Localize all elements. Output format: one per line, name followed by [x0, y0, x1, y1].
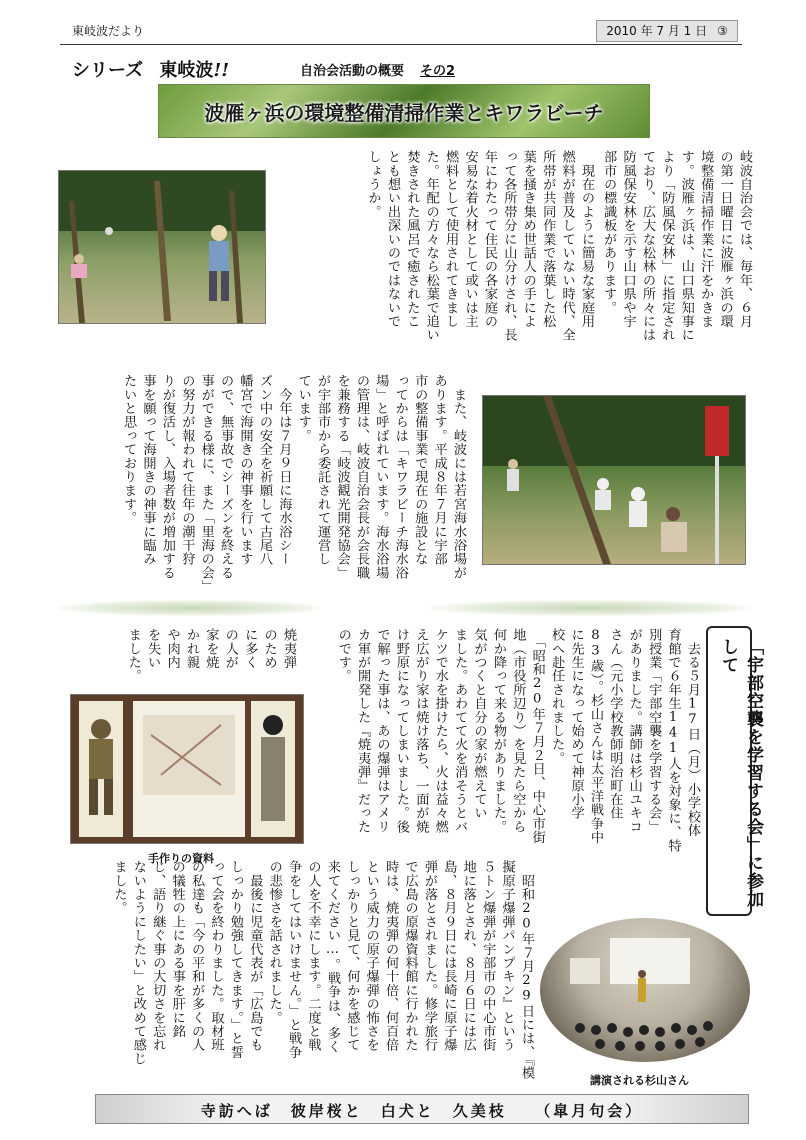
lecture-illustration	[540, 918, 750, 1062]
article1-col3: また、岐波には若宮海水浴場が あります。平成８年７月に宇部 市の整備事業で現在の施設とな ってからは「キワラビーチ海水浴 場」と呼ばれています。海水浴場 の管理は、岐波自治会長が会長職 を兼務する「岐波観光開発協会」 が宇部市から委託されて運営し ています。 今年は７月９日に海水浴シー ズン中の安全を祈願して古尾八 幡宮で海開きの神事を行います ので、無事故でシーズンを終える 事ができる様に、また「里海の会」 の努力が報われて往年の潮干狩 りが復活し、入場者数が増加する 事を願って海開きの神事に臨み たいと思っております。	[121, 374, 466, 594]
caption-lecturer: 講演される杉山さん	[590, 1074, 689, 1087]
series-label: シリーズ	[72, 60, 144, 81]
article2-block3: 昭和20年７月29日には、『模 擬原子爆弾パンプキン』という ５トン爆弾が宇部市の中心市街 地に落とされ、８月６日には広 島、８月９日には長崎に原子爆 弾が落とされました。修学旅行 で広島の原爆資料館に行かれた 時は、焼夷弾の何十倍、何百倍 という威力の原子爆弾の怖さを しっかりと見て、何かを感じて 来てください…。戦争は、多く の人を不幸にします。二度と戦 争をしてはいけません。」と戦争 の悲惨さを話されました。 最後に児童代表が「広島でも しっかり勉強してきます。」と誓 って会を終わりました。取材班 の私達も「今の平和が多くの人 の犠牲の上にある事を肝に銘 じ、語り継ぐ事の大切さを忘れ ないようにしたい」と改めて感じ ました。	[111, 860, 534, 1080]
subtitle-part: その2	[420, 64, 456, 79]
forest-cleanup-illustration	[59, 171, 265, 323]
footer-haiku-box	[95, 1094, 749, 1124]
article2-title: 「宇部空襲を学習する会」に参加して	[718, 638, 763, 908]
footer-haiku: 寺訪へば 彼岸桜と 白犬と 久美枝 （皐月句会）	[200, 1102, 644, 1120]
series-name: 東岐波	[159, 60, 214, 81]
beach-cleanup-illustration	[483, 396, 745, 564]
series-mark: !!	[213, 60, 230, 81]
section-divider-left	[60, 600, 320, 616]
issue-date: 2010 年 7 月 1 日	[606, 24, 708, 38]
article2-block2: 焼夷弾 のため に多く の人が 家を焼 かれ親 や肉内 を失い ました。	[125, 628, 296, 683]
newsletter-name: 東岐波だより	[72, 24, 145, 38]
series-heading	[72, 56, 229, 82]
title-banner	[158, 84, 650, 138]
photo-cleanup-beach	[482, 395, 746, 565]
photo-handmade-materials	[70, 694, 304, 844]
caption-materials: 手作りの資料	[148, 852, 214, 865]
article2-block1: 去る５月17日（月）小学校体 育館で６年生141人を対象に、特 別授業「宇部空襲を学習する会」 がありました。講師は杉山ユキコ さん（元小学校教師明治町在住 83歳）。杉山さんは太平洋戦争中 に先生になって始めて神原小学 校へ赴任されました。 「昭和20年７月２日、中心市街 地（市役所辺り）を見たら空から 何か降って来る物がありました。 気がつくと自分の家が燃えてい ました。あわてて火を消そうとバ ケツで水を掛けたら、火は益々燃 え広がり家は焼け落ち、一面が焼 け野原になってしまいました。後 で解った事は、あの爆弾はアメリ カ軍が開発した『焼夷弾』だった のです。	[335, 628, 700, 853]
posters-illustration	[71, 695, 303, 843]
article2-title-box	[706, 626, 763, 916]
subtitle-text: 自治会活動の概要	[300, 64, 405, 79]
photo-lecture	[540, 918, 750, 1062]
section-divider-right	[430, 600, 750, 616]
photo-cleanup-forest	[58, 170, 266, 324]
page-number: ③	[716, 24, 728, 38]
banner-title: 波雁ヶ浜の環境整備清掃作業とキワラビーチ	[204, 101, 604, 125]
subtitle	[300, 60, 455, 79]
article1-col1: 岐波自治会では、毎年、６月 の第一日曜日に波雁ヶ浜の環 境整備清掃作業に汗をかきま す。波雁ヶ浜は、山口県知事に より「防風保安林」に指定され ており、広大な松林の所々には 防風保安林を示す山口県や宇 部市の標識板があります。	[601, 150, 752, 342]
issue-badge	[596, 20, 738, 42]
header-divider	[60, 44, 742, 45]
article1-col2: 現在のように簡易な家庭用 燃料が普及していない時代、全 所帯が共同作業で落葉した松 葉を掻き集め世話人の手によ って各所帯分に山分けされ、長 年にわたって住民の各家庭の 安易な着火材として或いは主 燃料として使用されてきまし た。年配の方々なら松葉で追い 焚きされた風呂で癒されたこ とも想い出深いのではないで しょうか。	[365, 150, 594, 342]
